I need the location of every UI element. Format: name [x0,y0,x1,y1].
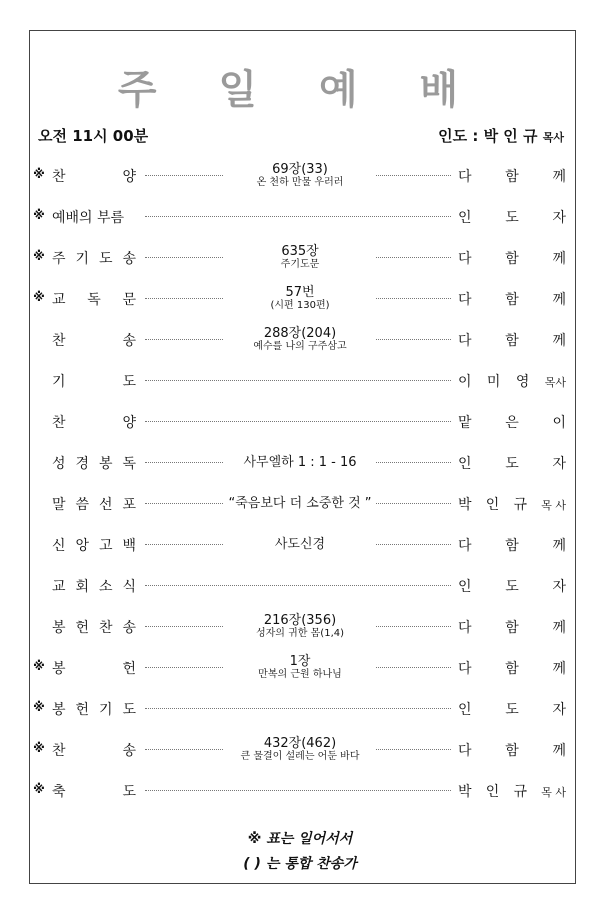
item-leader-char: 께 [552,538,566,554]
item-leader-char: 께 [552,169,566,185]
item-leader-char: 께 [552,333,566,349]
item-leader-char: 자 [552,579,566,595]
item-name-char: 찬 [52,415,66,431]
item-leader [458,699,566,719]
standing-mark: ※ [33,700,45,714]
item-leader [458,248,566,268]
order-row [0,237,600,277]
service-time: 오전 11시 00분 [38,127,149,145]
dotted-leader [145,216,451,217]
item-leader-char: 다 [458,743,472,759]
item-leader [458,330,566,350]
item-content [224,537,376,552]
item-leader-title: 목사 [544,376,566,389]
item-leader-char: 인 [458,702,472,718]
dotted-leader [145,585,451,586]
item-name-char: 기 [52,374,66,390]
order-row [0,483,600,523]
item-name [52,740,136,760]
leader-label: 인도 : [438,127,479,145]
dotted-leader [145,790,451,791]
item-leader [458,494,566,514]
order-row [0,606,600,646]
item-name-char: 식 [122,579,136,595]
item-leader-char: 께 [552,620,566,636]
leader-title: 목사 [542,131,564,144]
item-name-char: 송 [122,251,136,267]
order-row [0,196,600,236]
standing-mark: ※ [33,290,45,304]
item-name-char: 찬 [52,743,66,759]
item-leader-char: 함 [505,292,519,308]
item-content [224,496,376,511]
page-title: 주 일 예 배 [117,67,483,113]
item-name [52,412,136,432]
item-leader-char: 다 [458,333,472,349]
item-leader-char: 도 [505,456,519,472]
item-name-char: 송 [122,743,136,759]
item-name-char: 독 [87,292,101,308]
item-name-char: 축 [52,784,66,800]
item-sub-text: 온 천하 만물 우러러 [256,176,344,188]
item-name-char: 교 [52,579,66,595]
item-name-char: 헌 [122,661,136,677]
item-name-char: 신 [52,538,66,554]
item-name-char: 찬 [98,620,113,636]
footer-note-standing: ※ 표는 일어서서 [247,831,353,847]
order-row [0,401,600,441]
item-name-char: 양 [122,415,136,431]
item-leader-char: 규 [513,497,528,513]
item-leader [458,617,566,637]
item-name-char: 헌 [75,702,90,718]
item-name [52,248,136,268]
item-leader-char: 다 [458,169,472,185]
item-name-char: 헌 [75,620,90,636]
item-content [224,326,376,353]
standing-mark: ※ [33,249,45,263]
item-leader-char: 이 [552,415,566,431]
item-leader [458,412,566,432]
item-name-char: 교 [52,292,66,308]
item-leader-char: 인 [458,456,472,472]
item-name [52,330,136,350]
item-leader-char: 자 [552,702,566,718]
item-name-char: 봉 [98,456,113,472]
item-name [52,576,136,596]
item-main-text: 1장 [289,653,311,669]
item-leader-char: 도 [505,210,519,226]
item-main-text: 사무엘하 1 : 1 - 16 [243,454,357,470]
item-leader-char: 미 [486,374,501,390]
item-name [52,781,136,801]
item-leader [458,535,566,555]
item-name-char: 주 [52,251,66,267]
item-name [52,166,136,186]
item-name-char: 찬 [52,333,66,349]
item-leader-char: 다 [458,292,472,308]
item-name-char: 송 [122,333,136,349]
order-row [0,442,600,482]
item-leader-char: 께 [552,743,566,759]
item-name-char: 씀 [75,497,90,513]
item-leader-char: 함 [505,251,519,267]
item-leader-char: 다 [458,661,472,677]
order-row [0,565,600,605]
leader-name: 박 인 규 [483,127,538,145]
item-name [52,207,136,227]
item-sub-text: 성자의 귀한 몸(1,4) [255,627,345,639]
item-content [224,613,376,640]
item-content [224,654,376,681]
order-row [0,770,600,810]
item-name [52,617,136,637]
item-name [52,658,136,678]
item-name-char: 도 [122,374,136,390]
order-row [0,319,600,359]
item-name-char: 기 [75,251,90,267]
order-row [0,360,600,400]
standing-mark: ※ [33,167,45,181]
standing-mark: ※ [33,659,45,673]
item-leader-char: 규 [513,784,528,800]
item-content [224,244,376,271]
item-main-text: “죽음보다 더 소중한 것 ” [228,495,372,511]
item-leader-char: 도 [505,702,519,718]
item-name-char: 말 [52,497,66,513]
item-main-text: 69장(33) [272,161,328,177]
item-name [52,371,136,391]
item-leader-char: 함 [505,661,519,677]
item-name [52,535,136,555]
item-main-text: 57번 [285,284,315,300]
item-leader [458,453,566,473]
item-name-char: 봉 [52,661,66,677]
item-leader [458,658,566,678]
item-leader-char: 께 [552,661,566,677]
item-leader [458,781,566,801]
item-name-char: 성 [52,456,66,472]
item-leader [458,289,566,309]
order-row [0,688,600,728]
item-name-char: 예배의 부름 [52,210,125,226]
order-row [0,647,600,687]
item-sub-text: 큰 물결이 설레는 어둔 바다 [240,750,360,762]
item-leader-char: 박 [458,784,472,800]
item-leader-char: 께 [552,292,566,308]
item-leader-char: 인 [485,497,500,513]
dotted-leader [145,421,451,422]
standing-mark: ※ [33,741,45,755]
item-name-char: 앙 [75,538,90,554]
item-leader-char: 인 [485,784,500,800]
order-row [0,278,600,318]
item-name [52,289,136,309]
item-name-char: 기 [98,702,113,718]
item-leader-char: 자 [552,456,566,472]
order-row [0,155,600,195]
item-content [224,162,376,189]
item-name-char: 양 [122,169,136,185]
item-leader-char: 자 [552,210,566,226]
dotted-leader [145,708,451,709]
item-leader [458,371,566,391]
item-name-char: 포 [122,497,136,513]
item-leader-char: 다 [458,620,472,636]
item-main-text: 288장(204) [263,325,337,341]
item-sub-text: 만복의 근원 하나님 [258,668,342,680]
item-main-text: 432장(462) [263,735,337,751]
item-leader-char: 맡 [458,415,472,431]
item-sub-text: 주기도문 [280,258,320,270]
item-leader-char: 인 [458,210,472,226]
item-leader-char: 영 [515,374,530,390]
order-row [0,524,600,564]
item-leader [458,740,566,760]
item-name-char: 경 [75,456,90,472]
item-sub-text: (시편 130편) [270,299,330,311]
standing-mark: ※ [33,208,45,222]
item-name-char: 도 [98,251,113,267]
item-name-char: 도 [122,702,136,718]
item-name-char: 송 [122,620,136,636]
order-row [0,729,600,769]
item-content [224,455,376,470]
item-leader-char: 께 [552,251,566,267]
item-leader [458,207,566,227]
item-sub-text: 예수를 나의 구주삼고 [253,340,347,352]
item-leader-char: 함 [505,620,519,636]
item-leader-char: 인 [458,579,472,595]
item-name-char: 봉 [52,620,66,636]
item-main-text: 635장 [281,243,319,259]
item-name-char: 독 [122,456,136,472]
item-name-char: 고 [98,538,113,554]
item-name-char: 봉 [52,702,66,718]
item-leader-title: 목 사 [541,499,566,512]
item-leader [458,166,566,186]
item-name-char: 찬 [52,169,66,185]
item-name [52,494,136,514]
item-leader-char: 이 [458,374,472,390]
item-leader-char: 함 [505,743,519,759]
item-name-char: 백 [122,538,136,554]
item-main-text: 사도신경 [274,536,326,552]
item-leader-char: 박 [458,497,472,513]
service-leader [438,125,564,146]
item-name-char: 회 [75,579,90,595]
dotted-leader [145,380,451,381]
item-leader-char: 함 [505,169,519,185]
item-leader-char: 함 [505,538,519,554]
item-leader-char: 은 [505,415,519,431]
item-leader-title: 목 사 [541,786,566,799]
item-content [224,285,376,312]
item-leader-char: 함 [505,333,519,349]
item-leader-char: 다 [458,538,472,554]
item-leader [458,576,566,596]
item-name-char: 소 [98,579,113,595]
item-name [52,453,136,473]
standing-mark: ※ [33,782,45,796]
item-leader-char: 다 [458,251,472,267]
item-name-char: 도 [122,784,136,800]
item-name [52,699,136,719]
item-main-text: 216장(356) [263,612,337,628]
item-name-char: 선 [98,497,113,513]
item-leader-char: 도 [505,579,519,595]
footer-note-hymnal: ( ) 는 통합 찬송가 [243,856,357,872]
item-name-char: 문 [122,292,136,308]
item-content [224,736,376,763]
